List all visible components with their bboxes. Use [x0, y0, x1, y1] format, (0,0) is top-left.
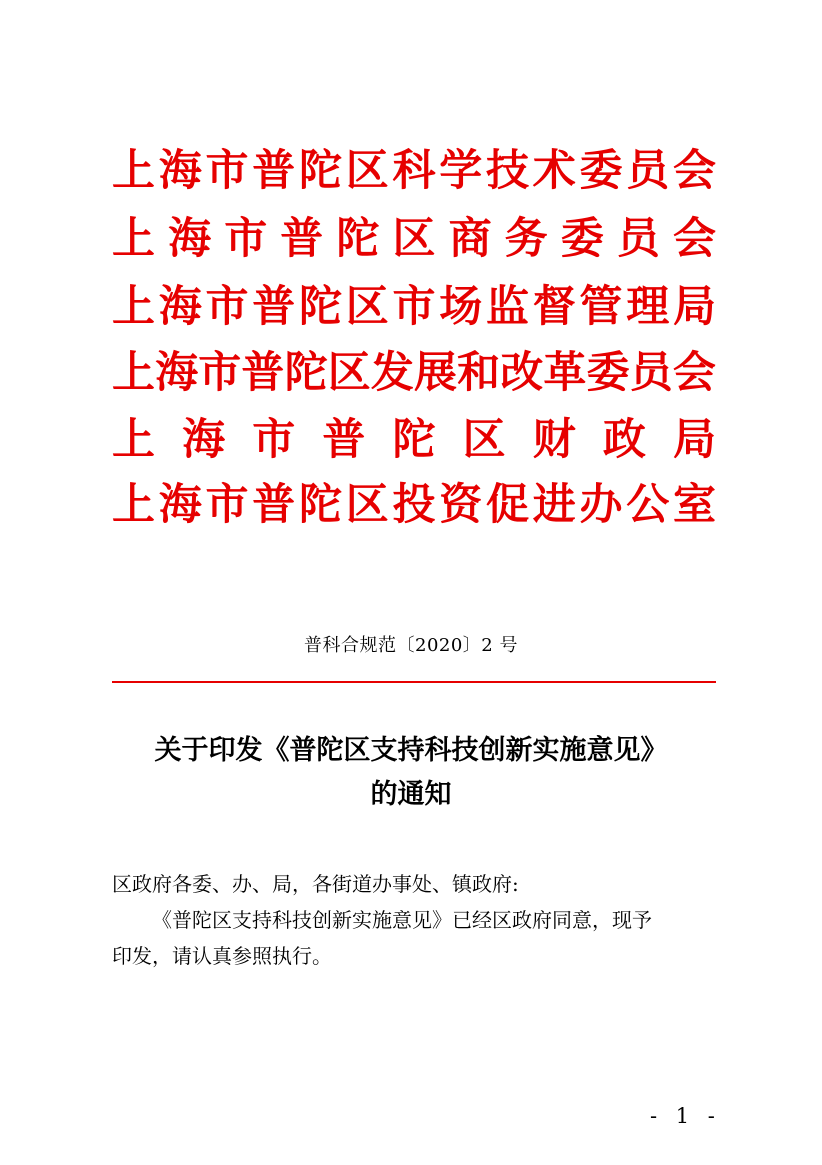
document-title-line-1: 关于印发《普陀区支持科技创新实施意见》	[154, 735, 668, 766]
issuing-agency-line: 上 海 市 普 陀 区 财 政 局	[112, 415, 716, 465]
document-title-line-2: 的通知	[370, 779, 452, 810]
issuing-agency-line: 上 海 市 普 陀 区 科 学 技 术 委 员 会	[112, 146, 716, 196]
body-paragraph-line-2: 印发，请认真参照执行。	[112, 944, 332, 968]
issuing-agency-line: 上 海 市 普 陀 区 商 务 委 员 会	[112, 214, 716, 264]
issuing-agency-line: 上 海 市 普 陀 区 投 资 促 进 办 公 室	[112, 480, 716, 530]
issuing-agency-line: 上 海 市 普 陀 区 市 场 监 督 管 理 局	[112, 282, 716, 332]
document-number: 普科合规范〔2020〕2 号	[304, 635, 518, 656]
issuing-agency-line: 上 海 市 普 陀 区 发 展 和 改 革 委 员 会	[112, 348, 716, 398]
salutation: 区政府各委、办、局，各街道办事处、镇政府:	[112, 872, 519, 896]
red-divider-line	[112, 681, 716, 683]
page-number: - 1 -	[650, 1104, 721, 1128]
body-paragraph-line-1: 《普陀区支持科技创新实施意见》已经区政府同意，现予	[152, 908, 652, 932]
